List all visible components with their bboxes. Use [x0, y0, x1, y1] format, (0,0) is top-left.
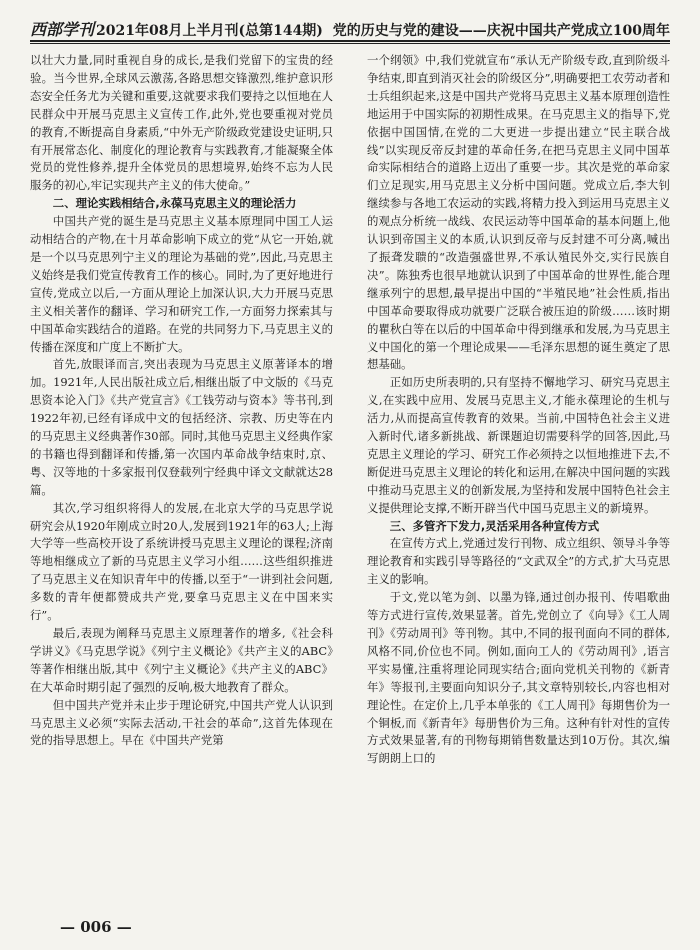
paragraph: 一个纲领》中,我们党就宣布“承认无产阶级专政,直到阶级斗争结束,即直到消灭社会的阶级区分”,明确要把工农劳动者和士兵组织起来,这是中国共产党将马克思主义基本原理创造性地运用于中国实际的初期性成果。在马克思主义的指导下,党依据中国国情,在党的二大更进一步提出建立“民主联合战线”以实现反帝反封建的革命任务,在把马克思主义同中国革命实际相结合的道路上迈出了重要一步。其次是党的革命家们立足现实,用马克思主义分析中国问题。党成立后,李大钊继续参与各地工农运动的实践,将精力投入到运用马克思主义的观点分析统一战线、农民运动等中国革命的基本问题上,他认识到帝国主义的本质,认识到反帝与反封建不可分离,喊出了振聋发聩的“改造强盛世界,不承认殖民外交,实行民族自决”。陈独秀也很早地就认识到了中国革命的世界性,能合理继承列宁的思想,最早提出中国的“半殖民地”社会性质,指出中国革命要取得成功就要广泛联合被压迫的阶级……该时期的瞿秋白等在以后的中国革命中得到继承和发展,为马克思主义中国化的第一个理论成果——毛泽东思想的诞生奠定了思想基础。 [367, 53, 670, 372]
paragraph: 其次,学习组织将得人的发展,在北京大学的马克思学说研究会从1920年刚成立时20人,发展到1921年的63人;上海大学等一些高校开设了系统讲授马克思主义理论的课程;济南等地相继成立了新的马克思主义学习小组……这些组织推进了马克思主义在知识青年中的传播,以至于“一讲到社会问题,多数的青年便都赞成共产党,要拿马克思主义在中国来实行”。 [30, 500, 333, 623]
section-topic: 党的历史与党的建设——庆祝中国共产党成立100周年 [332, 23, 670, 39]
paragraph: 于文,党以笔为剑、以墨为锋,通过创办报刊、传唱歌曲等方式进行宣传,效果显著。首先,党创立了《向导》《工人周刊》《劳动周刊》等刊物。其中,不同的报刊面向不同的群体,风格不同,价位也不同。例如,面向工人的《劳动周刊》,语言平实易懂,注重将理论同现实结合;面向党机关刊物的《新青年》等报刊,主要面向知识分子,其文章特别较长,内容也相对理论性。在定价上,几乎本单张的《工人周刊》每期售价为一个铜板,而《新青年》每册售价为三角。这种有针对性的宣传方式效果显著,有的刊物每期销售数量达到10万份。其次,编写朗朗上口的 [367, 590, 670, 766]
paragraph: 但中国共产党并未止步于理论研究,中国共产党人认识到马克思主义必须“实际去活动,干社会的革命”,这首先体现在党的指导思想上。早在《中国共产党第 [30, 697, 333, 748]
paragraph: 中国共产党的诞生是马克思主义基本原理同中国工人运动相结合的产物,在十月革命影响下成立的党“从它一开始,就是一个以马克思列宁主义的理论为基础的党”,因此,马克思主义始终是我们党宣传教育工作的核心。同时,为了更好地进行宣传,党成立以后,一方面从理论上加深认识,大力开展马克思主义相关著作的翻译、学习和研究工作,一方面努力探索其与中国革命实践结合的道路。在党的共同努力下,马克思主义的传播在深度和广度上不断扩大。 [30, 214, 333, 354]
section-heading-3: 三、多管齐下发力,灵活采用各种宣传方式 [389, 518, 600, 533]
paragraph: 以壮大力量,同时重视自身的成长,是我们党留下的宝贵的经验。当今世界,全球风云激荡,各路思想交锋激烈,维护意识形态安全任务尤为关键和重要,这就要求我们要持之以恒地在人民群众中开展马克思主义宣传工作,此外,党也要重视对党员的教育,不断提高自身素质,“中外无产阶级政党建设史证明,只有开展常态化、制度化的理论教育与实践教育,才能凝聚全体党员的党性修养,提升全体党员的思想境界,始终不忘为人民服务的初心,牢记实现共产主义的伟大使命。” [30, 53, 333, 193]
journal-issue-line [30, 17, 323, 40]
paragraph: 首先,放眼译而言,突出表现为马克思主义原著译本的增加。1921年,人民出版社成立后,相继出版了中文版的《马克思资本论入门》《共产党宣言》《工钱劳动与资本》等书刊,到1922年初,已经有译成中文的包括经济、宗教、历史等在内的马克思主义经典著作30部。同时,其他马克思主义经典作家的书籍也得到翻译和传播,第一次国内革命战争结束时,京、粤、汉等地的十多家报刊仅登载列宁经典中译文文献就达28篇。 [30, 357, 333, 497]
page-header [30, 12, 670, 42]
journal-logo: 西部学刊 [30, 20, 95, 39]
page-number: — 006 — [60, 918, 132, 936]
issue-info: 2021年08月上半月刊(总第144期) [96, 23, 323, 39]
paragraph: 在宣传方式上,党通过发行刊物、成立组织、领导斗争等理论教育和实践引导等路径的“文武双全”的方式,扩大马克思主义的影响。 [367, 536, 670, 587]
right-column [367, 52, 670, 902]
left-column [30, 52, 333, 902]
header-rule [30, 43, 670, 44]
section-heading-2: 二、理论实践相结合,永葆马克思主义的理论活力 [52, 196, 297, 211]
paragraph: 正如历史所表明的,只有坚持不懈地学习、研究马克思主义,在实践中应用、发展马克思主义,才能永葆理论的生机与活力,从而提高宣传教育的效果。当前,中国特色社会主义进入新时代,诸多新挑战、新课题迫切需要科学的回答,因此,马克思主义理论的学习、研究工作必须持之以恒地推进下去,不断促进马克思主义理论的转化和运用,在解决中国问题的实践中推动马克思主义的创新发展,为坚持和发展中国特色社会主义提供理论支撑,不断开辟当代中国马克思主义的新境界。 [367, 375, 670, 515]
paragraph: 最后,表现为阐释马克思主义原理著作的增多,《社会科学讲义》《马克思学说》《列宁主义概论》《共产主义的ABC》等著作相继出版,其中《列宁主义概论》《共产主义的ABC》在大革命时期引起了强烈的反响,极大地教育了群众。 [30, 626, 333, 694]
